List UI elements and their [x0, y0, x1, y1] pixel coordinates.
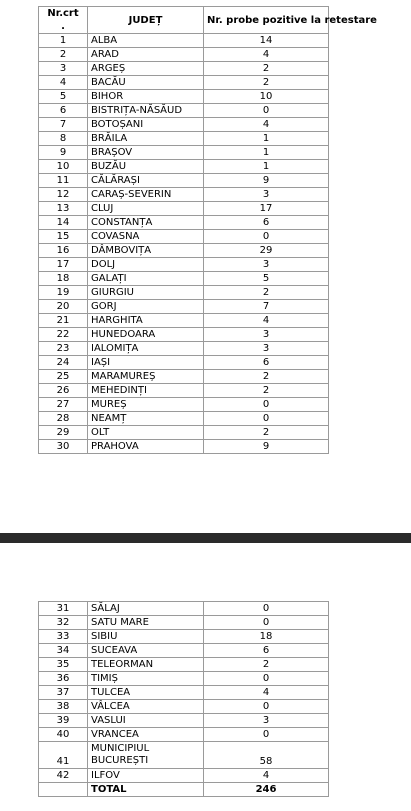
- counties-table-part-1: [38, 6, 377, 454]
- judet-cell: DÂMBOVIȚA: [88, 244, 204, 258]
- table-row: [39, 384, 329, 398]
- judet-cell: PRAHOVA: [88, 440, 204, 454]
- table-row: [39, 440, 329, 454]
- nr-cell: 42: [39, 769, 88, 783]
- nr-cell: 41: [39, 742, 88, 769]
- value-cell: 4: [204, 769, 329, 783]
- table-row: [39, 630, 329, 644]
- value-cell: 4: [204, 48, 329, 62]
- nr-cell: 35: [39, 658, 88, 672]
- nr-cell: 23: [39, 342, 88, 356]
- nr-cell: 14: [39, 216, 88, 230]
- value-cell: 29: [204, 244, 329, 258]
- table-row: [39, 426, 329, 440]
- table-row: [39, 230, 329, 244]
- table-row: [39, 258, 329, 272]
- value-cell: 6: [204, 644, 329, 658]
- nr-cell: 7: [39, 118, 88, 132]
- table-row: [39, 370, 329, 384]
- value-cell: 7: [204, 300, 329, 314]
- nr-cell: 22: [39, 328, 88, 342]
- nr-cell: 11: [39, 174, 88, 188]
- judet-cell: VRANCEA: [88, 728, 204, 742]
- table-row: [39, 202, 329, 216]
- table-row: [39, 644, 329, 658]
- value-cell: 1: [204, 160, 329, 174]
- value-cell: 2: [204, 286, 329, 300]
- value-cell: 4: [204, 686, 329, 700]
- judet-cell: ALBA: [88, 34, 204, 48]
- table-row: [39, 742, 329, 769]
- value-cell: 0: [204, 602, 329, 616]
- judet-cell: BIHOR: [88, 90, 204, 104]
- table-row: [39, 714, 329, 728]
- table-row: [39, 314, 329, 328]
- value-cell: 2: [204, 62, 329, 76]
- value-cell: 14: [204, 34, 329, 48]
- value-cell: 0: [204, 728, 329, 742]
- judet-cell: ARAD: [88, 48, 204, 62]
- value-cell: 10: [204, 90, 329, 104]
- table-row: [39, 602, 329, 616]
- judet-cell: BISTRIȚA-NĂSĂUD: [88, 104, 204, 118]
- nr-cell: 3: [39, 62, 88, 76]
- value-cell: 1: [204, 132, 329, 146]
- value-cell: 1: [204, 146, 329, 160]
- judet-cell: SATU MARE: [88, 616, 204, 630]
- judet-cell: ILFOV: [88, 769, 204, 783]
- nr-cell: 38: [39, 700, 88, 714]
- table-row: [39, 34, 329, 48]
- nr-cell: 15: [39, 230, 88, 244]
- judet-cell: CLUJ: [88, 202, 204, 216]
- value-cell: 17: [204, 202, 329, 216]
- total-row: [39, 783, 329, 797]
- nr-cell: 19: [39, 286, 88, 300]
- table-row: [39, 118, 329, 132]
- nr-cell: 37: [39, 686, 88, 700]
- table-row: [39, 146, 329, 160]
- table-row: [39, 300, 329, 314]
- nr-cell: 31: [39, 602, 88, 616]
- counties-table-part-2: [38, 601, 329, 797]
- judet-cell: BOTOȘANI: [88, 118, 204, 132]
- judet-cell: MEHEDINȚI: [88, 384, 204, 398]
- judet-cell: OLT: [88, 426, 204, 440]
- table-row: [39, 286, 329, 300]
- table-body-top: [39, 34, 329, 454]
- table-row: [39, 48, 329, 62]
- judet-cell: GORJ: [88, 300, 204, 314]
- judet-cell: DOLJ: [88, 258, 204, 272]
- total-label: TOTAL: [88, 783, 204, 797]
- table-row: [39, 188, 329, 202]
- table-row: [39, 216, 329, 230]
- judet-cell: GIURGIU: [88, 286, 204, 300]
- nr-cell: 25: [39, 370, 88, 384]
- nr-cell: 5: [39, 90, 88, 104]
- table-row: [39, 412, 329, 426]
- nr-cell: 39: [39, 714, 88, 728]
- value-cell: 9: [204, 174, 329, 188]
- nr-cell: 20: [39, 300, 88, 314]
- nr-cell: 1: [39, 34, 88, 48]
- nr-cell: 12: [39, 188, 88, 202]
- nr-cell: 29: [39, 426, 88, 440]
- table-row: [39, 342, 329, 356]
- value-cell: 3: [204, 328, 329, 342]
- value-cell: 6: [204, 356, 329, 370]
- nr-cell: 28: [39, 412, 88, 426]
- value-cell: 3: [204, 188, 329, 202]
- table-row: [39, 104, 329, 118]
- table-row: [39, 272, 329, 286]
- judet-cell: IAȘI: [88, 356, 204, 370]
- total-nr-cell: [39, 783, 88, 797]
- value-cell: 0: [204, 230, 329, 244]
- table-row: [39, 658, 329, 672]
- judet-cell: TULCEA: [88, 686, 204, 700]
- table-row: [39, 244, 329, 258]
- judet-cell: VASLUI: [88, 714, 204, 728]
- nr-cell: 26: [39, 384, 88, 398]
- judet-cell: MUREȘ: [88, 398, 204, 412]
- value-cell: 3: [204, 714, 329, 728]
- judet-cell: CARAȘ-SEVERIN: [88, 188, 204, 202]
- table-body-bottom: [39, 602, 329, 783]
- value-cell: 2: [204, 370, 329, 384]
- nr-cell: 21: [39, 314, 88, 328]
- table-row: [39, 769, 329, 783]
- table-row: [39, 132, 329, 146]
- judet-cell: BRAȘOV: [88, 146, 204, 160]
- value-cell: 4: [204, 314, 329, 328]
- value-cell: 9: [204, 440, 329, 454]
- value-cell: 0: [204, 672, 329, 686]
- nr-cell: 18: [39, 272, 88, 286]
- value-cell: 4: [204, 118, 329, 132]
- nr-cell: 33: [39, 630, 88, 644]
- table-row: [39, 398, 329, 412]
- table-row: [39, 90, 329, 104]
- value-cell: 0: [204, 700, 329, 714]
- value-cell: 3: [204, 258, 329, 272]
- nr-cell: 16: [39, 244, 88, 258]
- value-cell: 5: [204, 272, 329, 286]
- judet-cell: TELEORMAN: [88, 658, 204, 672]
- nr-cell: 8: [39, 132, 88, 146]
- judet-cell: IALOMIȚA: [88, 342, 204, 356]
- judet-cell: ARGEȘ: [88, 62, 204, 76]
- judet-cell: BACĂU: [88, 76, 204, 90]
- nr-cell: 2: [39, 48, 88, 62]
- nr-cell: 10: [39, 160, 88, 174]
- judet-cell: MUNICIPIUL BUCUREȘTI: [88, 742, 204, 769]
- value-cell: 6: [204, 216, 329, 230]
- value-cell: 0: [204, 398, 329, 412]
- table-row: [39, 160, 329, 174]
- judet-cell: CĂLĂRAȘI: [88, 174, 204, 188]
- value-cell: 2: [204, 426, 329, 440]
- judet-cell: BUZĂU: [88, 160, 204, 174]
- judet-cell: TIMIȘ: [88, 672, 204, 686]
- value-cell: 0: [204, 616, 329, 630]
- judet-cell: GALAȚI: [88, 272, 204, 286]
- nr-cell: 30: [39, 440, 88, 454]
- value-cell: 0: [204, 412, 329, 426]
- judet-cell: CONSTANȚA: [88, 216, 204, 230]
- judet-cell: VÂLCEA: [88, 700, 204, 714]
- value-cell: 0: [204, 104, 329, 118]
- table-row: [39, 356, 329, 370]
- nr-cell: 4: [39, 76, 88, 90]
- table-row: [39, 728, 329, 742]
- judet-cell: HUNEDOARA: [88, 328, 204, 342]
- judet-cell: MARAMUREȘ: [88, 370, 204, 384]
- value-cell: 2: [204, 384, 329, 398]
- nr-cell: 40: [39, 728, 88, 742]
- nr-cell: 9: [39, 146, 88, 160]
- table-row: [39, 174, 329, 188]
- value-cell: 3: [204, 342, 329, 356]
- table-row: [39, 62, 329, 76]
- header-row: [39, 7, 329, 34]
- nr-cell: 32: [39, 616, 88, 630]
- page-divider-bar: [0, 533, 411, 543]
- nr-cell: 27: [39, 398, 88, 412]
- nr-cell: 36: [39, 672, 88, 686]
- judet-cell: COVASNA: [88, 230, 204, 244]
- nr-cell: 24: [39, 356, 88, 370]
- header-judet: JUDEȚ: [88, 7, 204, 34]
- table-row: [39, 328, 329, 342]
- table-row: [39, 672, 329, 686]
- judet-cell: BRĂILA: [88, 132, 204, 146]
- table-row: [39, 700, 329, 714]
- total-value: 246: [204, 783, 329, 797]
- value-cell: 18: [204, 630, 329, 644]
- table-row: [39, 616, 329, 630]
- value-cell: 2: [204, 76, 329, 90]
- judet-cell: NEAMȚ: [88, 412, 204, 426]
- value-cell: 2: [204, 658, 329, 672]
- nr-cell: 6: [39, 104, 88, 118]
- judet-cell: SUCEAVA: [88, 644, 204, 658]
- value-cell: 58: [204, 742, 329, 769]
- header-probe-pozitive: Nr. probe pozitive la retestare: [204, 7, 329, 34]
- table-row: [39, 76, 329, 90]
- table-row: [39, 686, 329, 700]
- nr-cell: 13: [39, 202, 88, 216]
- nr-cell: 17: [39, 258, 88, 272]
- header-nr-crt: Nr.crt .: [39, 7, 88, 34]
- judet-cell: SĂLAJ: [88, 602, 204, 616]
- judet-cell: SIBIU: [88, 630, 204, 644]
- judet-cell: HARGHITA: [88, 314, 204, 328]
- nr-cell: 34: [39, 644, 88, 658]
